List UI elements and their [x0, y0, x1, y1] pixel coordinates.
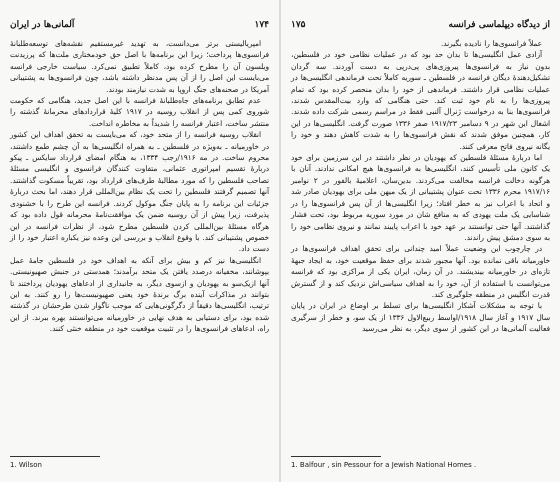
left-running-title: آلمانی‌ها در ایران	[10, 20, 75, 30]
right-page-body	[291, 38, 550, 335]
right-paragraph: اما دربارهٔ مسئلهٔ فلسطین که یهودیان در نظر داشتند در این سرزمین برای خود یک کانون ملی تأسیس کنند، انگلیسی‌ها به فرانسوی‌ها هیچ امکانی ندادند. آنان با هرگونه دخالت فرانسه مخالفت می‌کردند. بدین‌سان، اعلامیهٔ بالفور در ۲ نوامبر ۱۹۱۷/۱۶ محرم ۱۳۳۶ تحت عنوان پشتیبانی از یک میهن ملی برای یهودیان صادر شد و اتحاد با اعراب نیز به خطر افتاد؛ زیرا انگلیسی‌ها از آن پس فرانسوی‌ها را در شناسایی یک ملت یهودی که به منافع شان در مورد سوریه مربوط بود، تحت فشار گذاشتند. آنها حتی توانستند بر عهد خود با اعراب پایبند نمانند و نیروی نظامی خود را به سوی دمشق پیش راندند.	[291, 153, 550, 242]
right-paragraph: عملاً فرانسوی‌ها را نادیده بگیرند.	[440, 39, 542, 48]
left-footnote: 1. Wilson	[10, 461, 42, 469]
right-footnote-rule	[291, 456, 381, 457]
left-paragraph: عدم تطابق برنامه‌های جاه‌طلبانهٔ فرانسه با این اصل جدید، هنگامی که حکومت شوروی کمی پس از انقلاب روسیه در ۱۹۱۷ کلیهٔ قراردادهای محرمانهٔ گذشته را منتشر ساخت، اعتبار فرانسه را شدیداً به مخاطره انداخت.	[10, 96, 269, 128]
right-running-title: از دیدگاه دیپلماسی فرانسه	[448, 20, 550, 30]
left-paragraph: انقلاب روسیه فرانسه را از متحد خود، که می‌بایست به تحقق اهداف این کشور در خاورمیانه ـ به‌ویژه در فلسطین ـ به همراه انگلیسی‌ها به آن چشم طمع داشتند، محروم ساخت. در مه ۱۹۱۶/رجب ۱۳۳۴، به هنگام امضای قرارداد سایکس ـ پیکو دربارهٔ تقسیم امپراتوری عثمانی، متفاوت کنندگان فرانسوی و انگلیسی مسئلهٔ تصاحب فلسطین را که مورد مطالبهٔ طرف‌های قرارداد بود، تقریباً مسکوت گذاشتند. آنها تصمیم گرفتند فلسطین را تحت یک نظام بین‌المللی قرار دهند، اما بحث دربارهٔ جزئیات این برنامه را به پایان جنگ موکول کردند. فرانسه این طرح را با خشنودی پذیرفت، زیرا پیش از آن روسیه ضمن یک موافقت‌نامهٔ محرمانه قول داده بود که هرگاه مسئلهٔ بین‌المللی کردن فلسطین مطرح شود، از نظرات فرانسه در این خصوص پشتیبانی کند. با وقوع انقلاب و بررسی این وعده نیز یکباره اعتبار خود را از دست داد.	[10, 130, 269, 254]
right-page-number: ۱۷۵	[291, 20, 306, 30]
left-paragraph: انگلیسی‌ها نیز کم و بیش برای آنکه به اهداف خود در فلسطین جامهٔ عمل بپوشانند، مخفیانه درصدد یافتن یک متحد برآمدند؛ همدستی در جنبش صهیونیستی. آنها ازیک‌سو به یهودیان و ازسوی دیگر، به جانبداری از ادعاهای یهودیان پرداختند تا بتوانند در مذاکرات آینده برگ برندهٔ خود یعنی صهیونیست‌ها را رو کنند. به این ترتیب، انگلیسی‌ها دقیقاً از دگرگونی‌هایی که موجب ناگوار شدن طرحشان در گذشته شده بود، برای دستیابی به هدف نهایی در خاورمیانه می‌توانستند بهره ببرند. از این راه، ادعاهای فرانسوی‌ها را در تثبیت موقعیت خود در منطقه خنثی کنند.	[10, 255, 269, 334]
left-page-number: ۱۷۴	[254, 20, 269, 30]
left-paragraph: امپریالیستی برتر می‌دانست، به تهدید غیرمستقیم نقشه‌های توسعه‌طلبانهٔ فرانسوی‌ها پرداخت؛ زیرا این برنامه‌ها با اصل حق خودمختاری ملت‌ها که پرزیدنت ویلسون آن را مطرح کرده بود، کاملاً تطبیق نمی‌کرد. سیاست خارجی فرانسه می‌بایست این اصل را از آن پس مدنظر داشته باشد، چون فرانسوی‌ها به پشتیبانی آمریکا در صحنه‌های جنگ اروپا به شدت نیازمند بودند.	[10, 39, 269, 94]
left-page	[0, 0, 279, 482]
left-page-body	[10, 38, 269, 335]
right-page	[281, 0, 560, 482]
left-footnote-rule	[10, 456, 100, 457]
right-paragraph: با توجه به مشکلات آشکار انگلیسی‌ها برای تسلط بر اوضاع در ایران در پایان سال ۱۹۱۷ و آغاز سال ۱۹۱۸/اواسط ربیع‌الاول ۱۳۳۶ از یک سو، و خطر از سرگیری فعالیت آلمانی‌ها در این کشور از سوی دیگر، به نظر می‌رسید	[291, 301, 550, 334]
right-paragraph: در چارچوب این وضعیت عملاً امید چندانی برای تحقق اهداف فرانسوی‌ها در خاورمیانه باقی نمانده بود. آنها مجبور شدند برای حفظ موقعیت خود، به ایجاد جبههٔ تازه‌ای در خاورمیانه بیندیشند. در آن زمان، ایران یکی از مراکزی بود که فرانسه می‌توانست با استفاده از آن، خود را به اهداف سیاسی‌اش نزدیک کند و از گسترش قدرت انگلیس در منطقه جلوگیری کند.	[291, 244, 550, 299]
left-page-header	[10, 18, 269, 32]
right-paragraph: آزادی عمل انگلیسی‌ها تا بدان حد بود که در عملیات نظامی خود در فلسطین، بدون نیاز به فرانسوی‌ها پیروزی‌های پی‌درپی به دست آوردند. سه گردان تشکیل‌دهندهٔ دیگان فرانسه در فلسطین ـ سوریه کاملاً تحت فرماندهی انگلیسی‌ها در عملیات نظامی قرار داشتند. فرماندهی از خود را بدان منحصر کرده بود که تمام پیروزی‌ها را به نام خود ثبت کند. حتی هنگامی که وارد بیت‌المقدس شدند، فرانسوی‌ها بنا به درخواست ژنرال آلنبی فقط در مراسم رسمی شرکت داده شدند. اشغال این شهر در ۹ دسامبر ۱۹۱۷/۲۳ صفر ۱۳۳۶ صورت گرفت. انگلیسی‌ها در این کار، همچنین موفق شدند که نقش فرانسوی‌ها را به شدت کاهش دهند و خود را یگانه نیروی فاتح معرفی کنند.	[291, 50, 550, 151]
right-footnote: 1. Balfour , sin Pessour for a Jewish National Homes .	[291, 461, 477, 469]
right-page-header	[291, 18, 550, 32]
